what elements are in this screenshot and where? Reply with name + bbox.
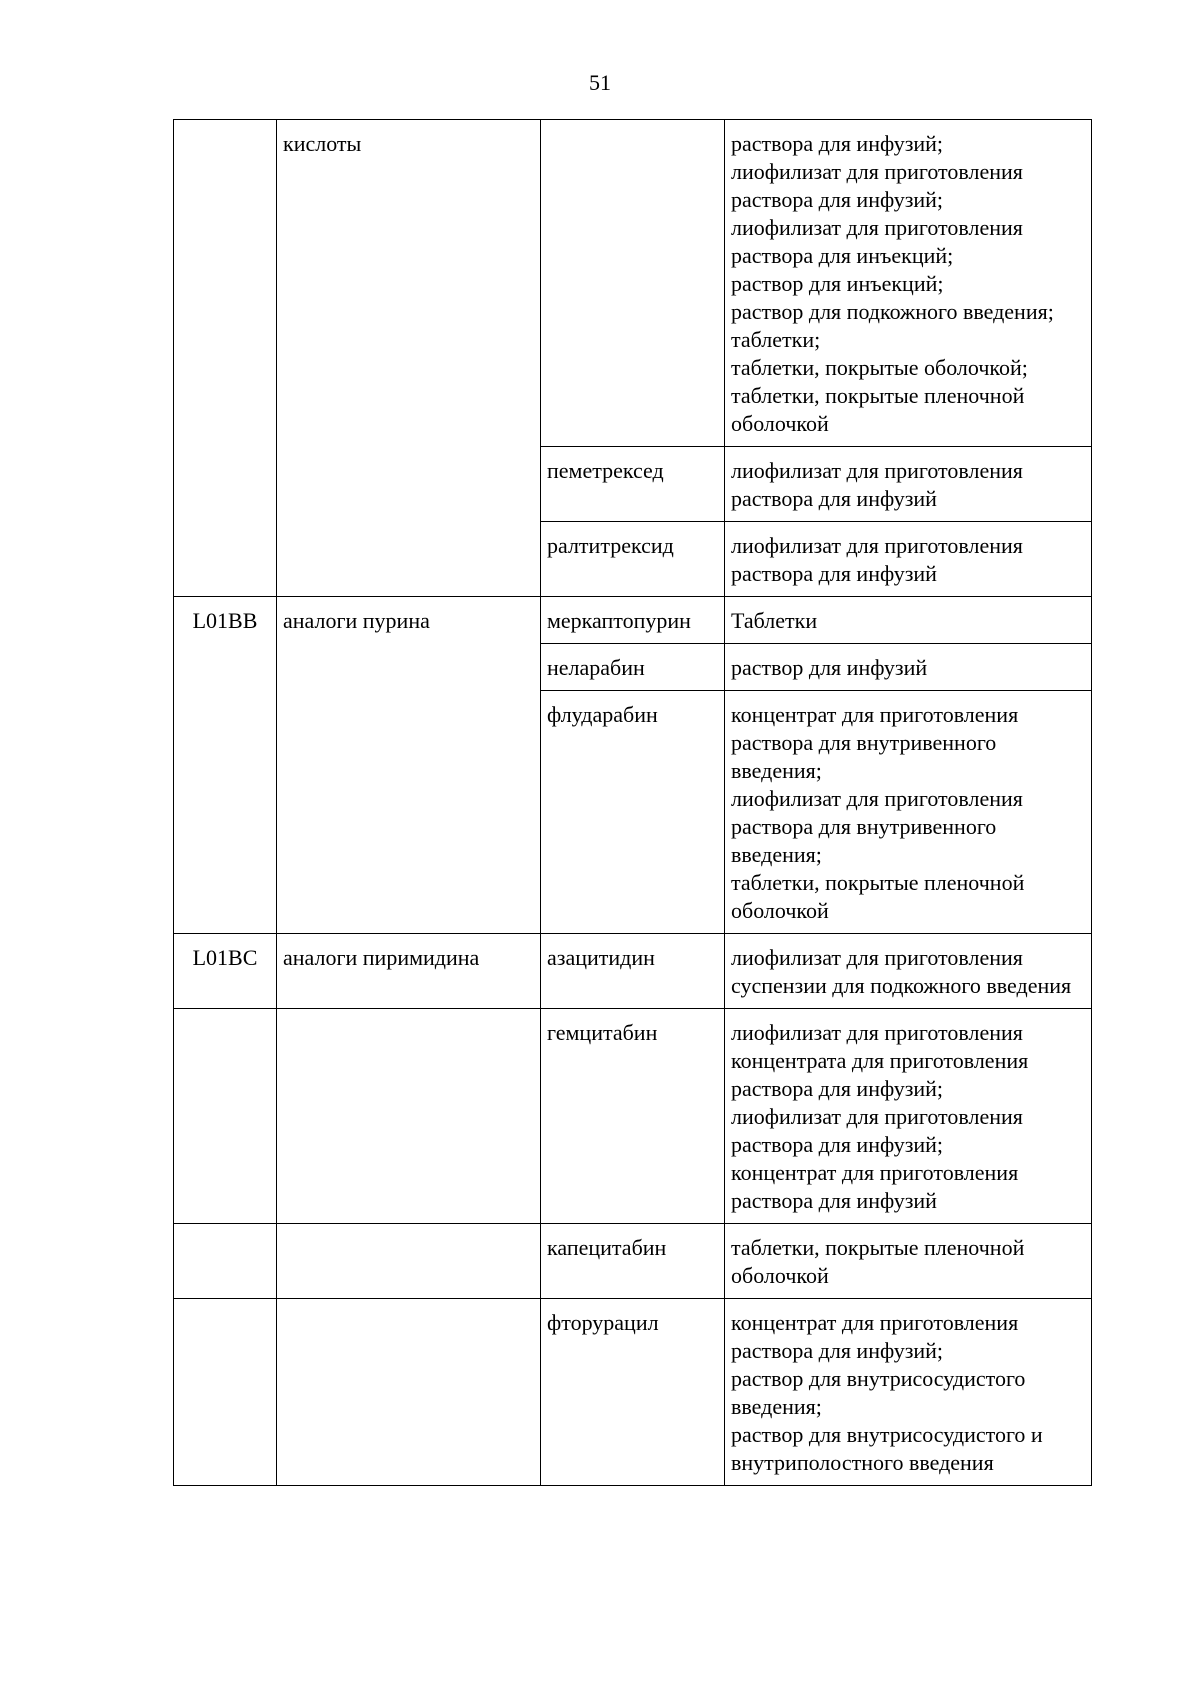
- dosage-forms-cell: таблетки, покрытые пленочной оболочкой: [725, 1224, 1092, 1299]
- drug-name-cell: [541, 120, 725, 447]
- group-name-cell: [277, 1224, 541, 1299]
- table-row: [174, 1299, 1092, 1486]
- drug-name-cell: пеметрексед: [541, 447, 725, 522]
- drug-name-cell: неларабин: [541, 644, 725, 691]
- group-name-cell: [277, 1009, 541, 1224]
- drug-name-cell: меркаптопурин: [541, 597, 725, 644]
- dosage-forms-cell: лиофилизат для приготовления раствора для инфузий: [725, 522, 1092, 597]
- group-name-cell: аналоги пиримидина: [277, 934, 541, 1009]
- table-row: [174, 934, 1092, 1009]
- group-name-cell: аналоги пурина: [277, 597, 541, 934]
- dosage-forms-cell: раствора для инфузий; лиофилизат для приготовления раствора для инфузий; лиофилизат для приготовления раствора для инъекций; раствор для инъекций; раствор для подкожного введения; таблетки; таблетки, покрытые оболочкой; таблетки, покрытые пленочной оболочкой: [725, 120, 1092, 447]
- table-row: [174, 1009, 1092, 1224]
- drug-name-cell: ралтитрексид: [541, 522, 725, 597]
- drug-name-cell: гемцитабин: [541, 1009, 725, 1224]
- dosage-forms-cell: раствор для инфузий: [725, 644, 1092, 691]
- atc-code-cell: [174, 120, 277, 597]
- dosage-forms-cell: лиофилизат для приготовления раствора для инфузий: [725, 447, 1092, 522]
- atc-code-cell: [174, 1224, 277, 1299]
- drug-name-cell: азацитидин: [541, 934, 725, 1009]
- table-row: [174, 120, 1092, 447]
- drug-name-cell: фторурацил: [541, 1299, 725, 1486]
- table-row: [174, 1224, 1092, 1299]
- atc-code-cell: [174, 1009, 277, 1224]
- drug-name-cell: капецитабин: [541, 1224, 725, 1299]
- dosage-forms-cell: лиофилизат для приготовления суспензии для подкожного введения: [725, 934, 1092, 1009]
- atc-code-cell: [174, 1299, 277, 1486]
- dosage-forms-cell: лиофилизат для приготовления концентрата для приготовления раствора для инфузий; лиофилизат для приготовления раствора для инфузий; концентрат для приготовления раствора для инфузий: [725, 1009, 1092, 1224]
- dosage-forms-cell: Таблетки: [725, 597, 1092, 644]
- group-name-cell: кислоты: [277, 120, 541, 597]
- group-name-cell: [277, 1299, 541, 1486]
- drug-table: [173, 119, 1092, 1486]
- dosage-forms-cell: концентрат для приготовления раствора для внутривенного введения; лиофилизат для приготовления раствора для внутривенного введения; таблетки, покрытые пленочной оболочкой: [725, 691, 1092, 934]
- atc-code-cell: L01BC: [174, 934, 277, 1009]
- table-row: [174, 597, 1092, 644]
- drug-name-cell: флударабин: [541, 691, 725, 934]
- atc-code-cell: L01BB: [174, 597, 277, 934]
- page-number: 51: [589, 70, 611, 95]
- dosage-forms-cell: концентрат для приготовления раствора для инфузий; раствор для внутрисосудистого введения; раствор для внутрисосудистого и внутриполостного введения: [725, 1299, 1092, 1486]
